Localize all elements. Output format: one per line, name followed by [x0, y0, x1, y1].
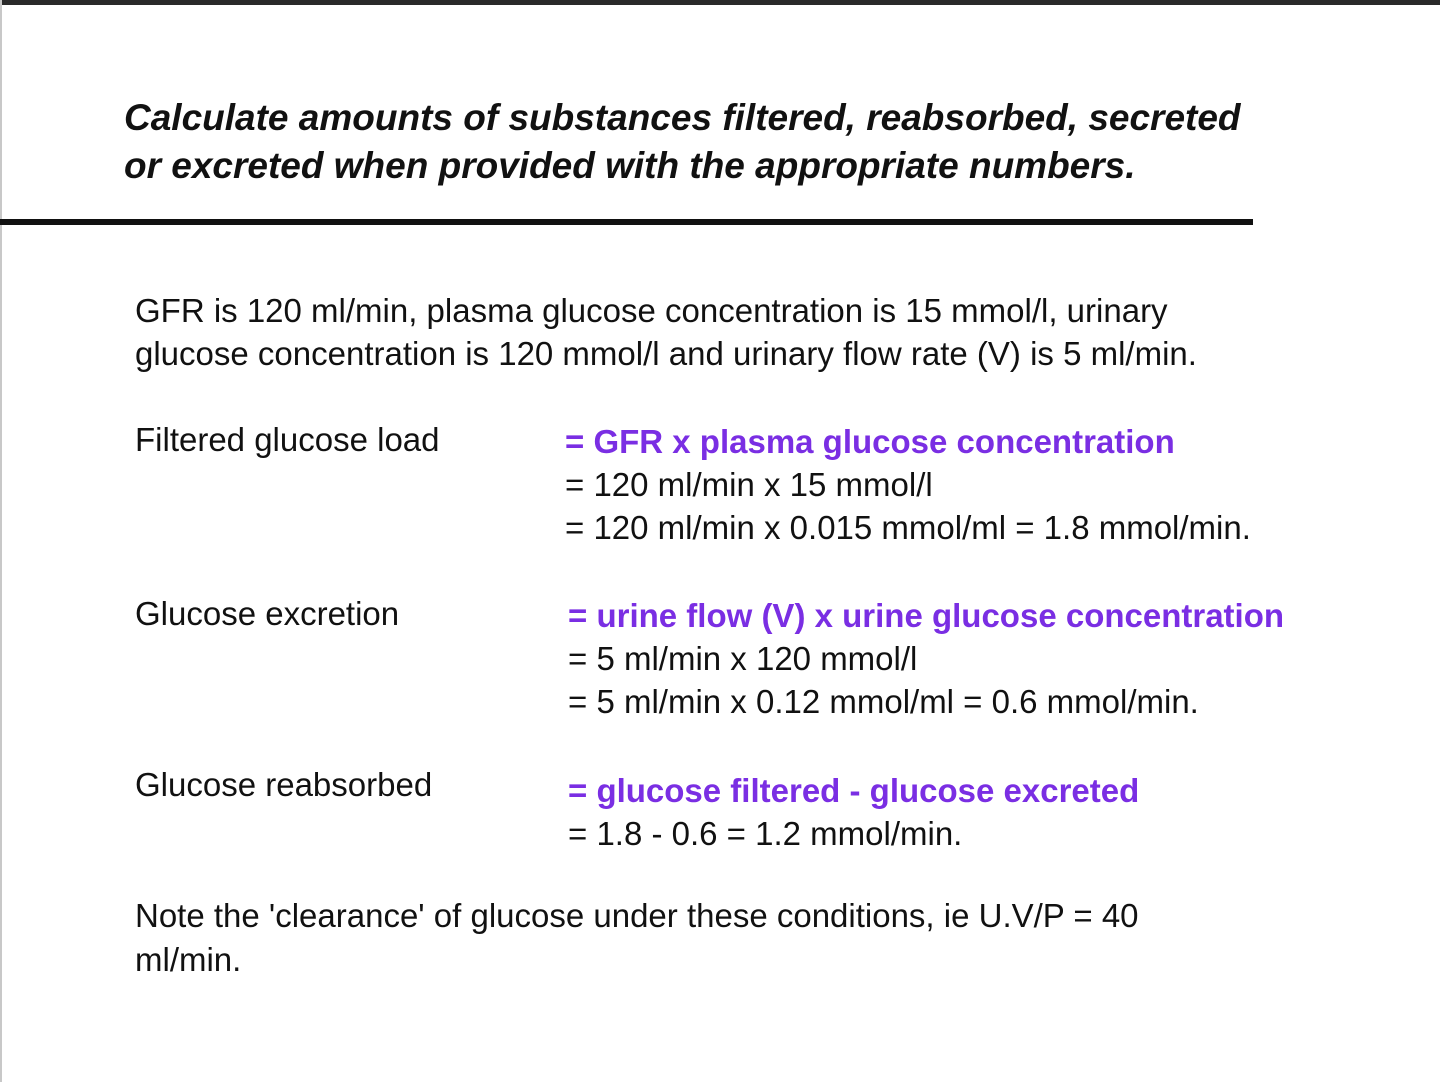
calculation-step: = 1.8 - 0.6 = 1.2 mmol/min. [568, 815, 963, 852]
calculation-step: = 120 ml/min x 15 mmol/l [565, 466, 933, 503]
left-border [0, 0, 2, 1082]
calculation-step: = 5 ml/min x 120 mmol/l [568, 640, 918, 677]
slide-title-line: or excreted when provided with the appropriate numbers. [124, 145, 1136, 186]
calculation-body [565, 420, 1251, 549]
calculation-formula: = GFR x plasma glucose concentration [565, 423, 1175, 460]
calculation-formula: = urine flow (V) x urine glucose concentration [568, 597, 1285, 634]
clearance-note [135, 894, 1375, 982]
calculation-label: Glucose reabsorbed [135, 766, 433, 803]
top-border [0, 0, 1440, 5]
calculation-step: = 120 ml/min x 0.015 mmol/ml = 1.8 mmol/min. [565, 509, 1251, 546]
slide-title [124, 94, 1384, 190]
problem-statement-line: glucose concentration is 120 mmol/l and urinary flow rate (V) is 5 ml/min. [135, 335, 1197, 372]
calculation-step: = 5 ml/min x 0.12 mmol/ml = 0.6 mmol/min. [568, 683, 1199, 720]
clearance-note-line: ml/min. [135, 941, 242, 978]
calculation-body [568, 594, 1284, 723]
slide-title-line: Calculate amounts of substances filtered, reabsorbed, secreted [124, 97, 1241, 138]
calculation-label: Filtered glucose load [135, 421, 440, 458]
problem-statement-line: GFR is 120 ml/min, plasma glucose concentration is 15 mmol/l, urinary [135, 292, 1168, 329]
calculation-formula: = glucose filtered - glucose excreted [568, 772, 1140, 809]
clearance-note-line: Note the 'clearance' of glucose under these conditions, ie U.V/P = 40 [135, 897, 1139, 934]
calculation-label: Glucose excretion [135, 595, 400, 632]
title-divider [0, 219, 1253, 225]
calculation-body [568, 769, 1139, 855]
problem-statement [135, 289, 1375, 375]
